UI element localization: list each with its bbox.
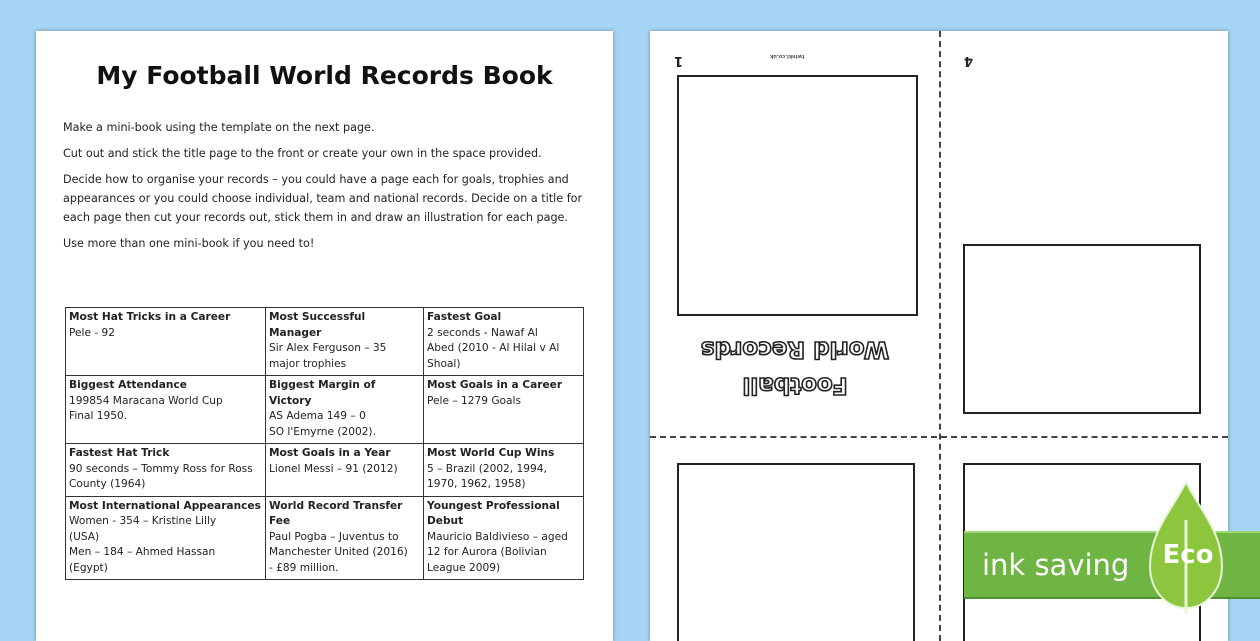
instruction-2: Cut out and stick the title page to the front or create your own in the space provided. bbox=[63, 147, 542, 160]
record-heading: Most Hat Tricks in a Career bbox=[69, 311, 231, 323]
instruction-3: Decide how to organise your records – you could have a page each for goals, trophies and appearances or you could choose individual, team and national records. Decide on a title for each page then cut your records out, stick them in and draw an illustration for each page. bbox=[63, 173, 583, 224]
table-row bbox=[66, 496, 584, 580]
record-heading: Fastest Hat Trick bbox=[69, 447, 170, 459]
records-table bbox=[65, 307, 584, 580]
record-cell bbox=[424, 444, 584, 497]
record-heading: Most Goals in a Career bbox=[427, 379, 563, 391]
eco-label: Eco bbox=[1162, 540, 1214, 570]
record-heading: World Record Transfer Fee bbox=[269, 499, 403, 527]
record-cell bbox=[66, 376, 266, 444]
record-heading: Biggest Margin of Victory bbox=[269, 379, 376, 407]
record-value: 199854 Maracana World Cup Final 1950. bbox=[69, 394, 223, 422]
page-number-4: 4 bbox=[964, 53, 974, 68]
record-cell bbox=[266, 308, 424, 376]
record-cell bbox=[66, 308, 266, 376]
record-cell bbox=[266, 444, 424, 497]
record-value: 2 seconds - Nawaf Al Abed (2010 - Al Hilal v Al Shoal) bbox=[427, 326, 560, 370]
worksheet-page bbox=[36, 31, 613, 641]
record-heading: Fastest Goal bbox=[427, 311, 502, 323]
fold-line-vertical bbox=[939, 31, 941, 641]
picture-box-4 bbox=[963, 244, 1201, 414]
cover-line-1: Football bbox=[742, 372, 848, 398]
fold-line-horizontal bbox=[650, 436, 1228, 438]
record-cell bbox=[424, 376, 584, 444]
record-value: Paul Pogba – Juventus to Manchester United (2016) - £89 million. bbox=[269, 530, 408, 574]
record-cell bbox=[424, 496, 584, 580]
table-row bbox=[66, 444, 584, 497]
record-heading: Youngest Professional Debut bbox=[427, 499, 560, 527]
record-cell bbox=[424, 308, 584, 376]
table-row bbox=[66, 376, 584, 444]
instruction-1: Make a mini-book using the template on the next page. bbox=[63, 121, 375, 134]
record-cell bbox=[266, 376, 424, 444]
record-cell bbox=[66, 496, 266, 580]
badge-label: ink saving bbox=[982, 548, 1130, 582]
instructions bbox=[63, 118, 593, 260]
record-heading: Most International Appearances bbox=[69, 499, 261, 512]
record-value: Sir Alex Ferguson – 35 major trophies bbox=[269, 342, 387, 370]
cover-line-2: World Records bbox=[700, 336, 890, 362]
table-row bbox=[66, 308, 584, 376]
record-cell bbox=[266, 496, 424, 580]
record-heading: Most Goals in a Year bbox=[269, 447, 391, 459]
instruction-4: Use more than one mini-book if you need to! bbox=[63, 237, 315, 250]
cover-title bbox=[675, 331, 915, 403]
record-value: Pele - 92 bbox=[69, 326, 116, 339]
record-value: Pele – 1279 Goals bbox=[427, 394, 521, 407]
record-value: Mauricio Baldivieso – aged 12 for Aurora (Bolivian League 2009) bbox=[427, 530, 568, 574]
page-title: My Football World Records Book bbox=[96, 61, 553, 90]
picture-box-2 bbox=[677, 463, 915, 641]
record-value: Women - 354 – Kristine Lilly (USA) Men – 184 – Ahmed Hassan (Egypt) bbox=[69, 515, 217, 574]
small-note: twinkl.co.uk bbox=[770, 53, 805, 59]
record-heading: Most World Cup Wins bbox=[427, 447, 555, 459]
record-value: 90 seconds – Tommy Ross for Ross County (1964) bbox=[69, 462, 253, 490]
record-cell bbox=[66, 444, 266, 497]
record-value: AS Adema 149 – 0 SO l'Emyrne (2002). bbox=[269, 410, 376, 438]
record-value: Lionel Messi – 91 (2012) bbox=[269, 462, 398, 475]
record-heading: Biggest Attendance bbox=[69, 379, 187, 391]
record-heading: Most Successful Manager bbox=[269, 311, 366, 339]
picture-box-1 bbox=[677, 75, 918, 316]
record-value: 5 – Brazil (2002, 1994, 1970, 1962, 1958) bbox=[427, 462, 547, 490]
page-number-1: 1 bbox=[674, 53, 684, 68]
